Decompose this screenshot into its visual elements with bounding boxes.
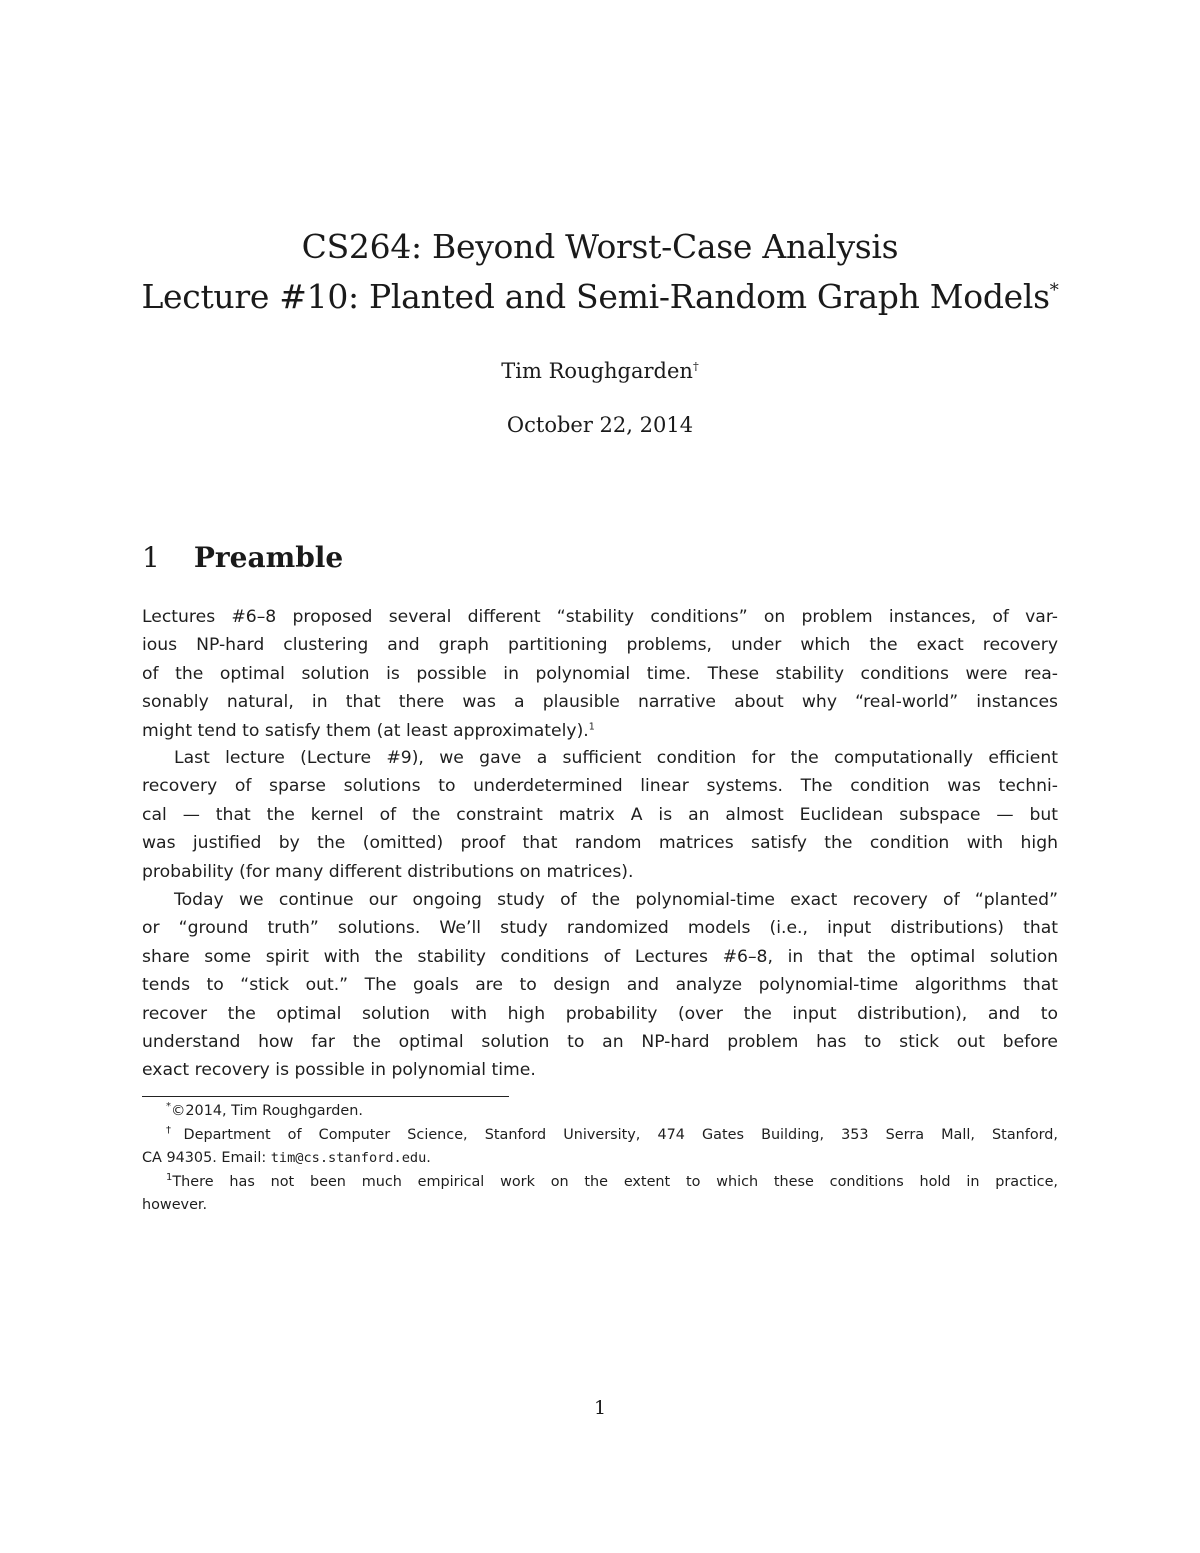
footnote-ref-1: 1 (588, 720, 595, 732)
date (0, 410, 1200, 440)
footnote-mark-star: * (166, 1101, 171, 1113)
paragraph-line: understand how far the optimal solution to an NP-hard problem has to stick out before (142, 1031, 1058, 1052)
footnote-one-line1: There has not been much empirical work on the extent to which these conditions hold in practice, (172, 1173, 1058, 1190)
paragraph-line: ious NP-hard clustering and graph partitioning problems, under which the exact recovery (142, 635, 1058, 656)
paragraph-2 (142, 744, 1058, 886)
paragraph-3 (142, 886, 1058, 1085)
page-number: 1 (593, 1397, 607, 1419)
author (0, 356, 1200, 386)
footnote-affiliation-line1: Department of Computer Science, Stanford University, 474 Gates Building, 353 Serra Mall, Stanford, (183, 1126, 1058, 1143)
author-footnote-mark: † (692, 359, 699, 373)
paragraph-line: was justified by the (omitted) proof that random matrices satisfy the condition with high (142, 833, 1058, 854)
date-text: October 22, 2014 (506, 413, 694, 437)
paragraph-line: tends to “stick out.” The goals are to design and analyze polynomial-time algorithms that (142, 975, 1058, 996)
footnote-copyright-text: ©2014, Tim Roughgarden. (171, 1103, 363, 1119)
author-name: Tim Roughgarden (501, 359, 693, 383)
title-line-2 (0, 272, 1200, 322)
title-text-2: Lecture #10: Planted and Semi-Random Graph Models (141, 277, 1050, 316)
paragraph-line: recovery of sparse solutions to underdetermined linear systems. The condition was techni- (142, 776, 1058, 797)
paragraph-line-last: exact recovery is possible in polynomial time. (142, 1060, 536, 1081)
paragraph-line-text: might tend to satisfy them (at least approximately). (142, 720, 589, 741)
footnote-one (142, 1171, 1058, 1195)
title-line-1 (0, 222, 1200, 272)
footnote-one-line2: however. (142, 1197, 208, 1213)
section-heading (142, 538, 343, 578)
footnote-mark-dagger: † (166, 1124, 184, 1136)
paragraph-line: Today we continue our ongoing study of the polynomial-time exact recovery of “planted” (174, 890, 1058, 910)
paragraph-line: Last lecture (Lecture #9), we gave a sufficient condition for the computationally efficient (174, 748, 1058, 768)
footnote-email-prefix: CA 94305. Email: (142, 1150, 271, 1166)
title-footnote-mark: * (1049, 280, 1059, 301)
paragraph-line: cal — that the kernel of the constraint matrix A is an almost Euclidean subspace — but (142, 804, 1058, 825)
paragraph-line-last (142, 717, 1058, 745)
author-email-link[interactable]: tim@cs.stanford.edu (270, 1150, 427, 1166)
paragraph-line: of the optimal solution is possible in polynomial time. These stability conditions were rea- (142, 663, 1058, 684)
footnote-email-suffix: . (426, 1150, 431, 1166)
paragraph-line-last: probability (for many different distributions on matrices). (142, 861, 634, 882)
footnote-mark-one: 1 (166, 1171, 173, 1183)
paragraph-line: share some spirit with the stability conditions of Lectures #6–8, in that the optimal solution (142, 946, 1058, 967)
section-number: 1 (142, 541, 160, 574)
title-text-1: CS264: Beyond Worst-Case Analysis (301, 227, 899, 266)
paragraph-line: sonably natural, in that there was a plausible narrative about why “real-world” instances (142, 692, 1058, 713)
paragraph-1 (142, 603, 1058, 745)
footnote-copyright (142, 1100, 1058, 1124)
footnote-affiliation-line2 (142, 1147, 1058, 1171)
footnotes (142, 1100, 1058, 1218)
paragraph-line: or “ground truth” solutions. We’ll study randomized models (i.e., input distributions) that (142, 918, 1058, 939)
footnote-divider (142, 1096, 509, 1097)
footnote-affiliation (142, 1124, 1058, 1148)
section-title: Preamble (193, 541, 344, 574)
paragraph-line: recover the optimal solution with high probability (over the input distribution), and to (142, 1003, 1058, 1024)
paragraph-line: Lectures #6–8 proposed several different “stability conditions” on problem instances, of var- (142, 607, 1058, 627)
